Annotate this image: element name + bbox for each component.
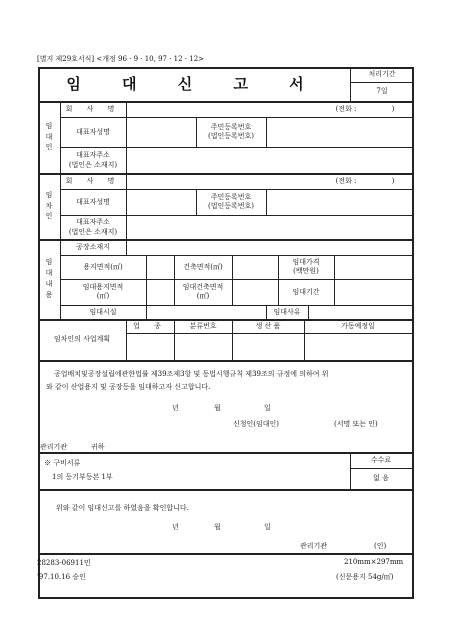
processing-period-value: 7일 (376, 87, 388, 96)
lessee-phone-close: ) (391, 176, 395, 185)
lessee-resident-no-field[interactable] (266, 189, 412, 215)
factory-location-field[interactable] (126, 239, 412, 255)
lessee-company-field[interactable] (126, 173, 326, 189)
lessor-company-field[interactable] (126, 101, 330, 117)
lessee-company-label: 회 사 명 (65, 176, 121, 185)
confirmation-day: 일 (264, 523, 271, 531)
lessor-rep-name-field[interactable] (126, 117, 196, 147)
confirmation-month: 월 (214, 523, 221, 531)
lessee-phone-label: (전화 : (335, 176, 357, 185)
site-area-label: 용지면적(㎡) (83, 262, 123, 271)
fee-label: 수수료 (370, 455, 392, 464)
approval-date: '97.10.16 승인 (37, 573, 86, 581)
lease-period-field[interactable] (334, 279, 412, 305)
declaration-day: 일 (264, 404, 271, 412)
fee-value: 없 음 (373, 474, 389, 483)
form-number: [별지 제29호서식] <개정 96 · 9 · 10, 97 · 12 · 12> (37, 55, 205, 63)
building-area-field[interactable] (232, 255, 278, 279)
lessor-address-field[interactable] (126, 147, 412, 173)
lease-section-label: 임 대 내 용 (45, 258, 53, 299)
declaration-text: 공업배치및공장설립에관한법률 제39조제3항 및 동법시행규칙 제39조의 규정에 의하여 위 와 같이 산업용지 및 공장등을 임대하고자 신고합니다. (46, 370, 329, 392)
business-plan-label: 임차인의 사업계획 (53, 335, 111, 344)
declaration-year: 년 (172, 404, 179, 412)
lease-facility-field[interactable] (146, 305, 266, 319)
factory-location-label: 공장소재지 (76, 242, 110, 251)
building-area-label: 건축면적(㎡) (183, 262, 223, 271)
col-class-no: 분류번호 (189, 321, 217, 330)
col-industry: 업 종 (133, 321, 167, 330)
documents-item-1: 1의 등기부등본 1부 (52, 473, 113, 481)
lease-reason-label: 임대사유 (273, 307, 301, 316)
lessee-rep-name-label: 대표자성명 (76, 197, 110, 206)
paper-type: (신문용지 54g/㎡) (336, 573, 394, 581)
form-table (38, 67, 414, 599)
lessor-phone-label: (전화 : (335, 104, 357, 113)
paper-size: 210mm×297mm (344, 558, 404, 566)
business-plan-row[interactable] (126, 333, 412, 360)
col-operation-date: 가동예정일 (341, 321, 375, 330)
lease-period-label: 임대기간 (292, 287, 320, 296)
confirmation-year: 년 (172, 523, 179, 531)
lease-building-area-field[interactable] (232, 279, 278, 305)
confirmation-authority: 관리기관 (300, 542, 328, 550)
lease-site-area-label: 임대용지면적 (㎡) (82, 282, 124, 300)
lessor-rep-name-label: 대표자성명 (76, 127, 110, 136)
lease-facility-label: 임대시설 (89, 307, 117, 316)
site-area-field[interactable] (146, 255, 174, 279)
lessor-address-label: 대표자주소 (법인은 소재지) (68, 150, 118, 169)
to-label: 귀하 (91, 443, 105, 451)
lessor-resident-no-label: 주민등록번호 (법인등록번호) (207, 122, 255, 140)
lease-price-field[interactable] (334, 255, 412, 279)
lease-price-label: 임대가격 (백만원) (292, 257, 320, 275)
lessee-address-label: 대표자주소 (법인은 소재지) (68, 217, 118, 236)
lessor-resident-no-field[interactable] (266, 117, 412, 147)
col-product: 생 산 품 (255, 321, 281, 330)
applicant-label: 신청인(임대인) (233, 420, 280, 428)
lease-site-area-field[interactable] (146, 279, 174, 305)
lessor-company-label: 회 사 명 (65, 104, 121, 113)
lessee-rep-name-field[interactable] (126, 189, 196, 215)
documents-title: ※ 구비서류 (44, 459, 81, 467)
confirmation-text: 위와 같이 임대신고를 하였음을 확인합니다. (56, 504, 189, 512)
lease-reason-field[interactable] (308, 305, 412, 319)
declaration-month: 월 (214, 404, 221, 412)
signature-label: (서명 또는 인) (334, 420, 378, 428)
lessee-section-label: 임 차 인 (45, 190, 53, 221)
lessor-section-label: 임 대 인 (45, 121, 53, 152)
form-code: 28283-06911민 (37, 559, 91, 567)
confirmation-seal: (인) (374, 542, 387, 550)
form-title: 임 대 신 고 서 (66, 74, 322, 93)
lessee-address-field[interactable] (126, 215, 412, 239)
lessee-resident-no-label: 주민등록번호 (법인등록번호) (207, 192, 255, 210)
lessor-phone-close: ) (391, 104, 395, 113)
lease-building-area-label: 임대건축면적 (㎡) (182, 282, 224, 300)
authority-label: 관리기관 (40, 443, 68, 451)
processing-period-label: 처리기간 (368, 70, 396, 79)
